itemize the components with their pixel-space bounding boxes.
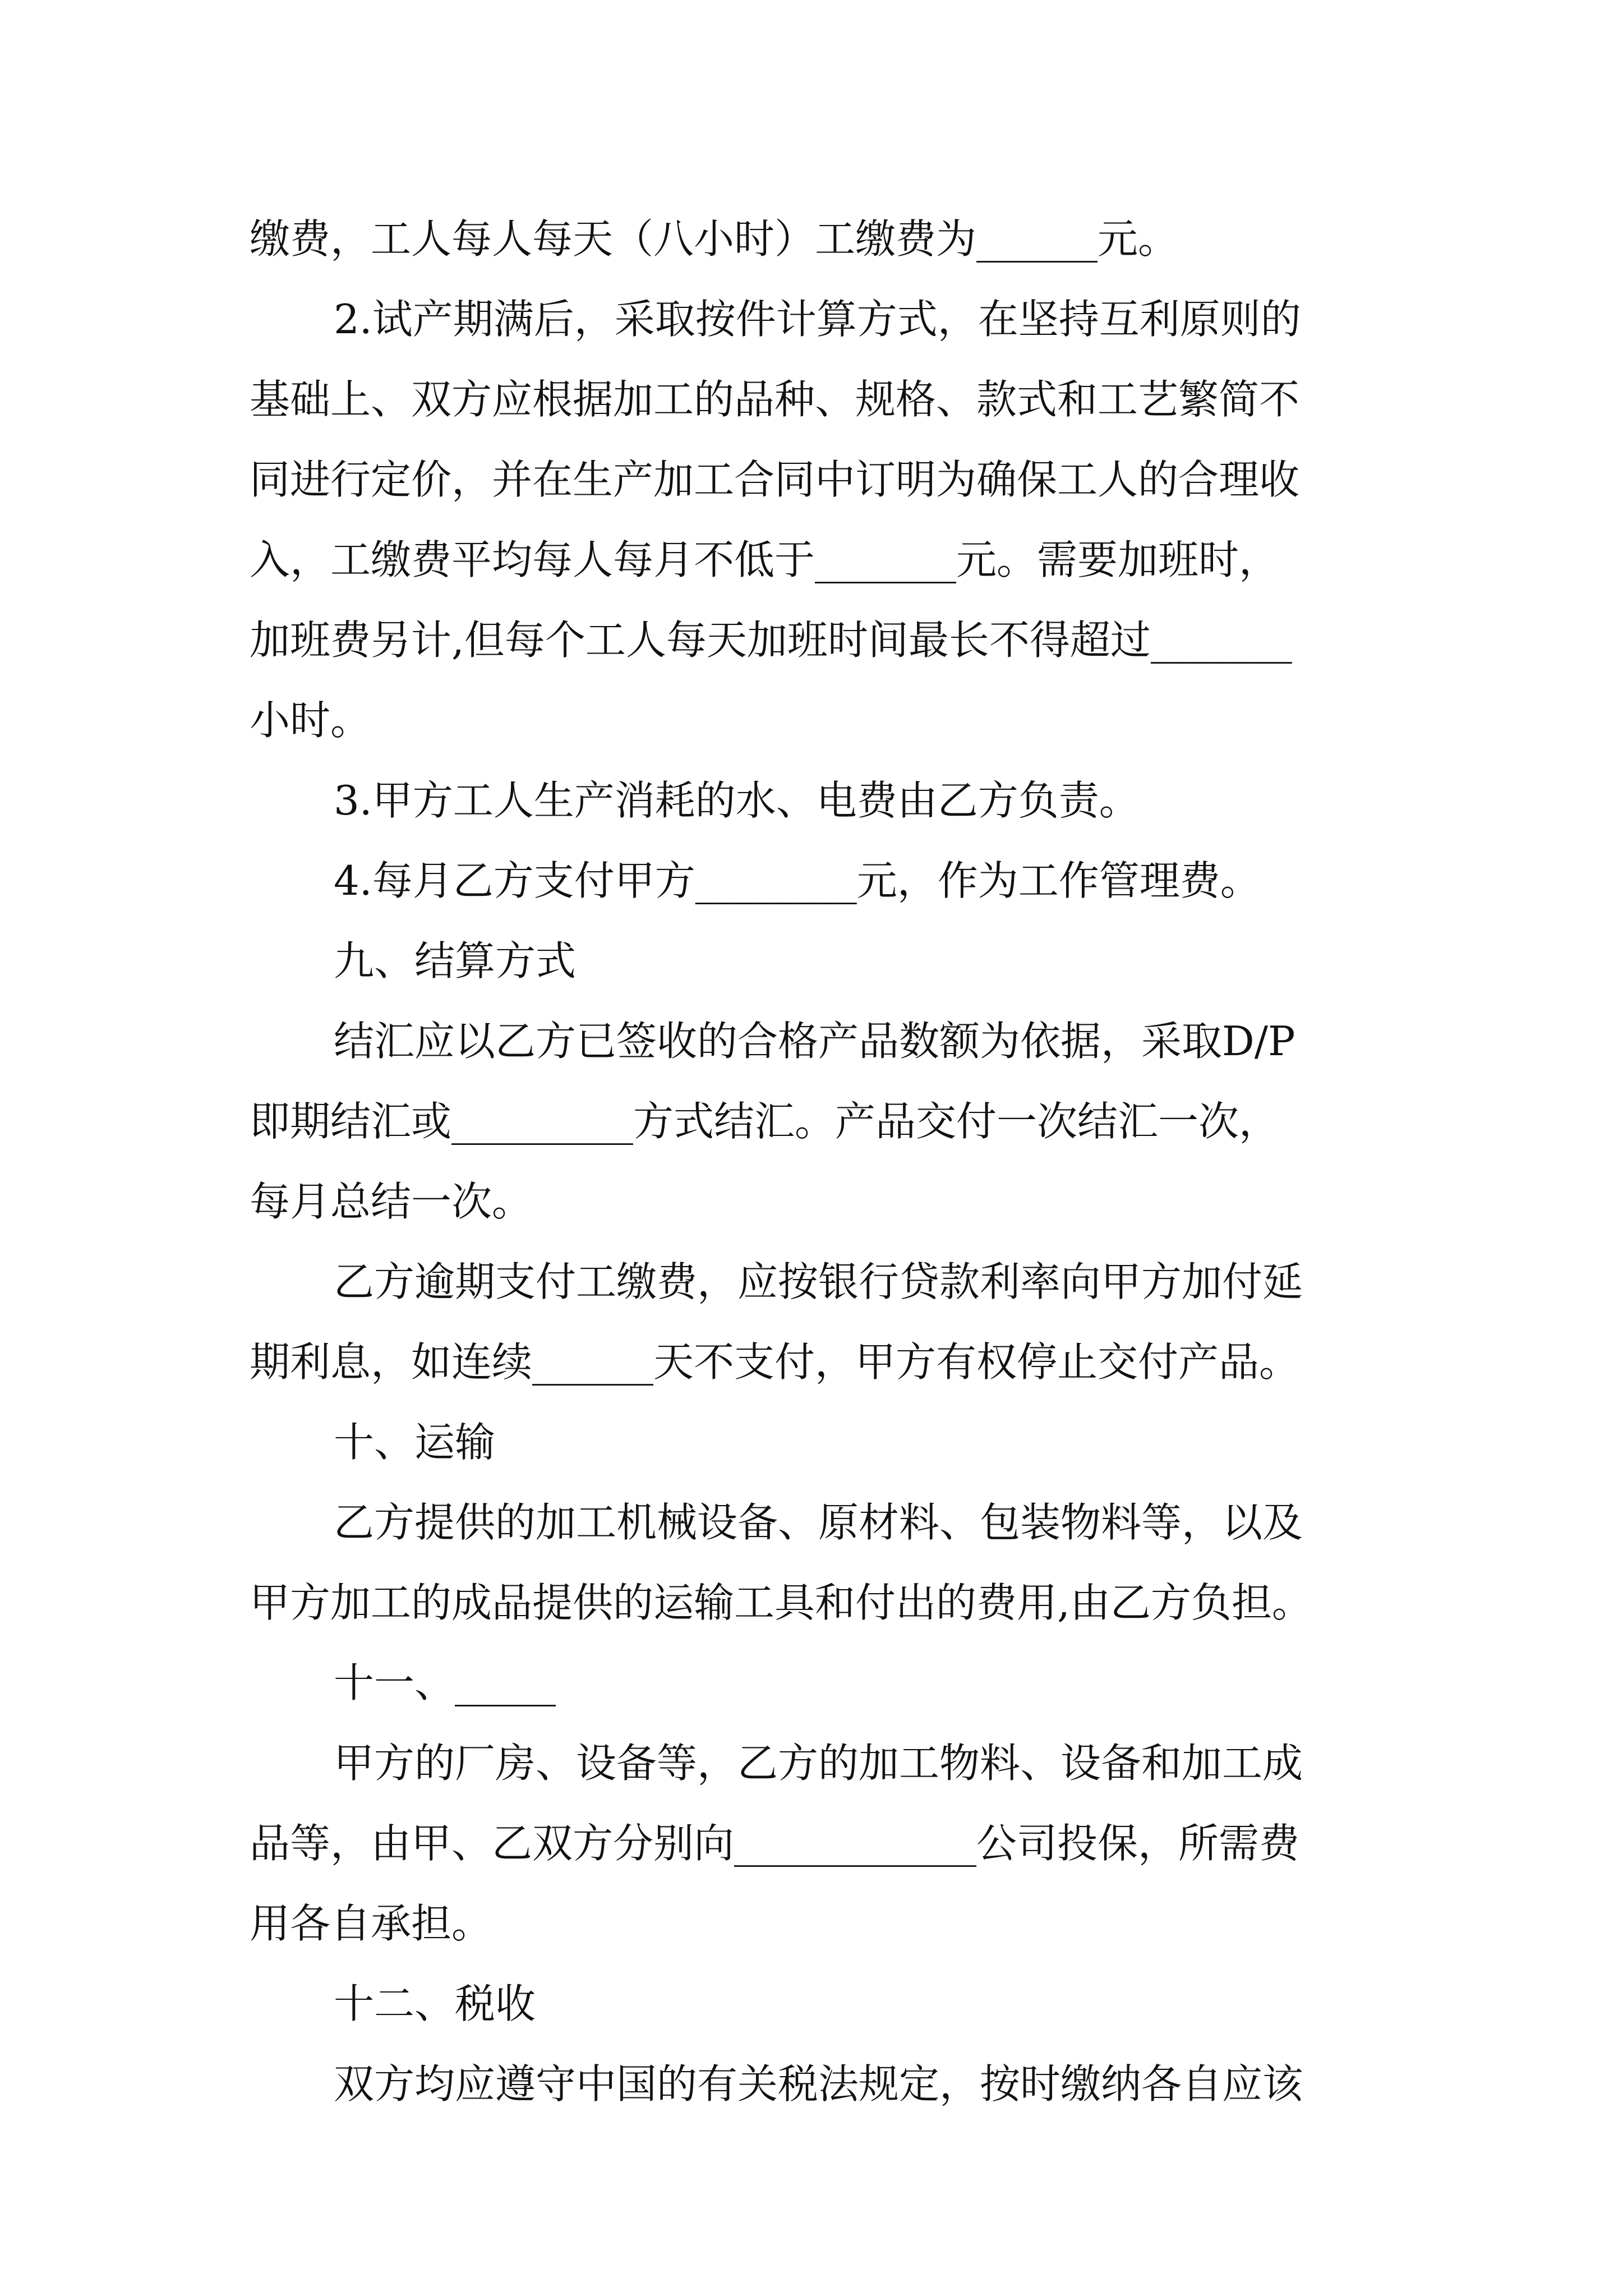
body-line: 期利息，如连续______天不支付，甲方有权停止交付产品。 — [250, 1338, 1300, 1386]
body-line: 结汇应以乙方已签收的合格产品数额为依据，采取D/P — [334, 1018, 1295, 1065]
body-line: 同进行定价，并在生产加工合同中订明为确保工人的合理收 — [250, 456, 1300, 503]
section-heading-settlement: 九、结算方式 — [334, 937, 577, 984]
body-line: 品等，由甲、乙双方分别向____________公司投保，所需费 — [250, 1820, 1300, 1867]
body-line: 乙方逾期支付工缴费，应按银行贷款利率向甲方加付延 — [334, 1258, 1303, 1305]
clause-8-3-line: 3.甲方工人生产消耗的水、电费由乙方负责。 — [334, 777, 1140, 824]
document-body — [250, 199, 1394, 2124]
body-line: 缴费，工人每人每天（八小时）工缴费为______元。 — [250, 215, 1179, 263]
body-line: 小时。 — [250, 697, 371, 744]
clause-8-2-line: 2.试产期满后，采取按件计算方式，在坚持互利原则的 — [334, 296, 1301, 343]
section-heading-eleven: 十一、_____ — [334, 1659, 556, 1706]
body-line: 乙方提供的加工机械设备、原材料、包装物料等，以及 — [334, 1499, 1303, 1546]
body-line: 基础上、双方应根据加工的品种、规格、款式和工艺繁简不 — [250, 376, 1300, 423]
body-line: 甲方加工的成品提供的运输工具和付出的费用,由乙方负担。 — [250, 1579, 1312, 1626]
body-line: 用各自承担。 — [250, 1900, 492, 1947]
body-line: 双方均应遵守中国的有关税法规定，按时缴纳各自应该 — [334, 2060, 1303, 2108]
body-line: 加班费另计,但每个工人每天加班时间最长不得超过_______ — [250, 616, 1292, 664]
body-line: 甲方的厂房、设备等，乙方的加工物料、设备和加工成 — [334, 1740, 1303, 1787]
body-line: 即期结汇或_________方式结汇。产品交付一次结汇一次， — [250, 1098, 1280, 1145]
body-line: 每月总结一次。 — [250, 1178, 533, 1225]
section-heading-tax: 十二、税收 — [334, 1980, 536, 2027]
clause-8-4-line: 4.每月乙方支付甲方________元，作为工作管理费。 — [334, 857, 1261, 904]
body-line: 入，工缴费平均每人每月不低于_______元。需要加班时， — [250, 536, 1280, 583]
section-heading-transport: 十、运输 — [334, 1419, 496, 1466]
